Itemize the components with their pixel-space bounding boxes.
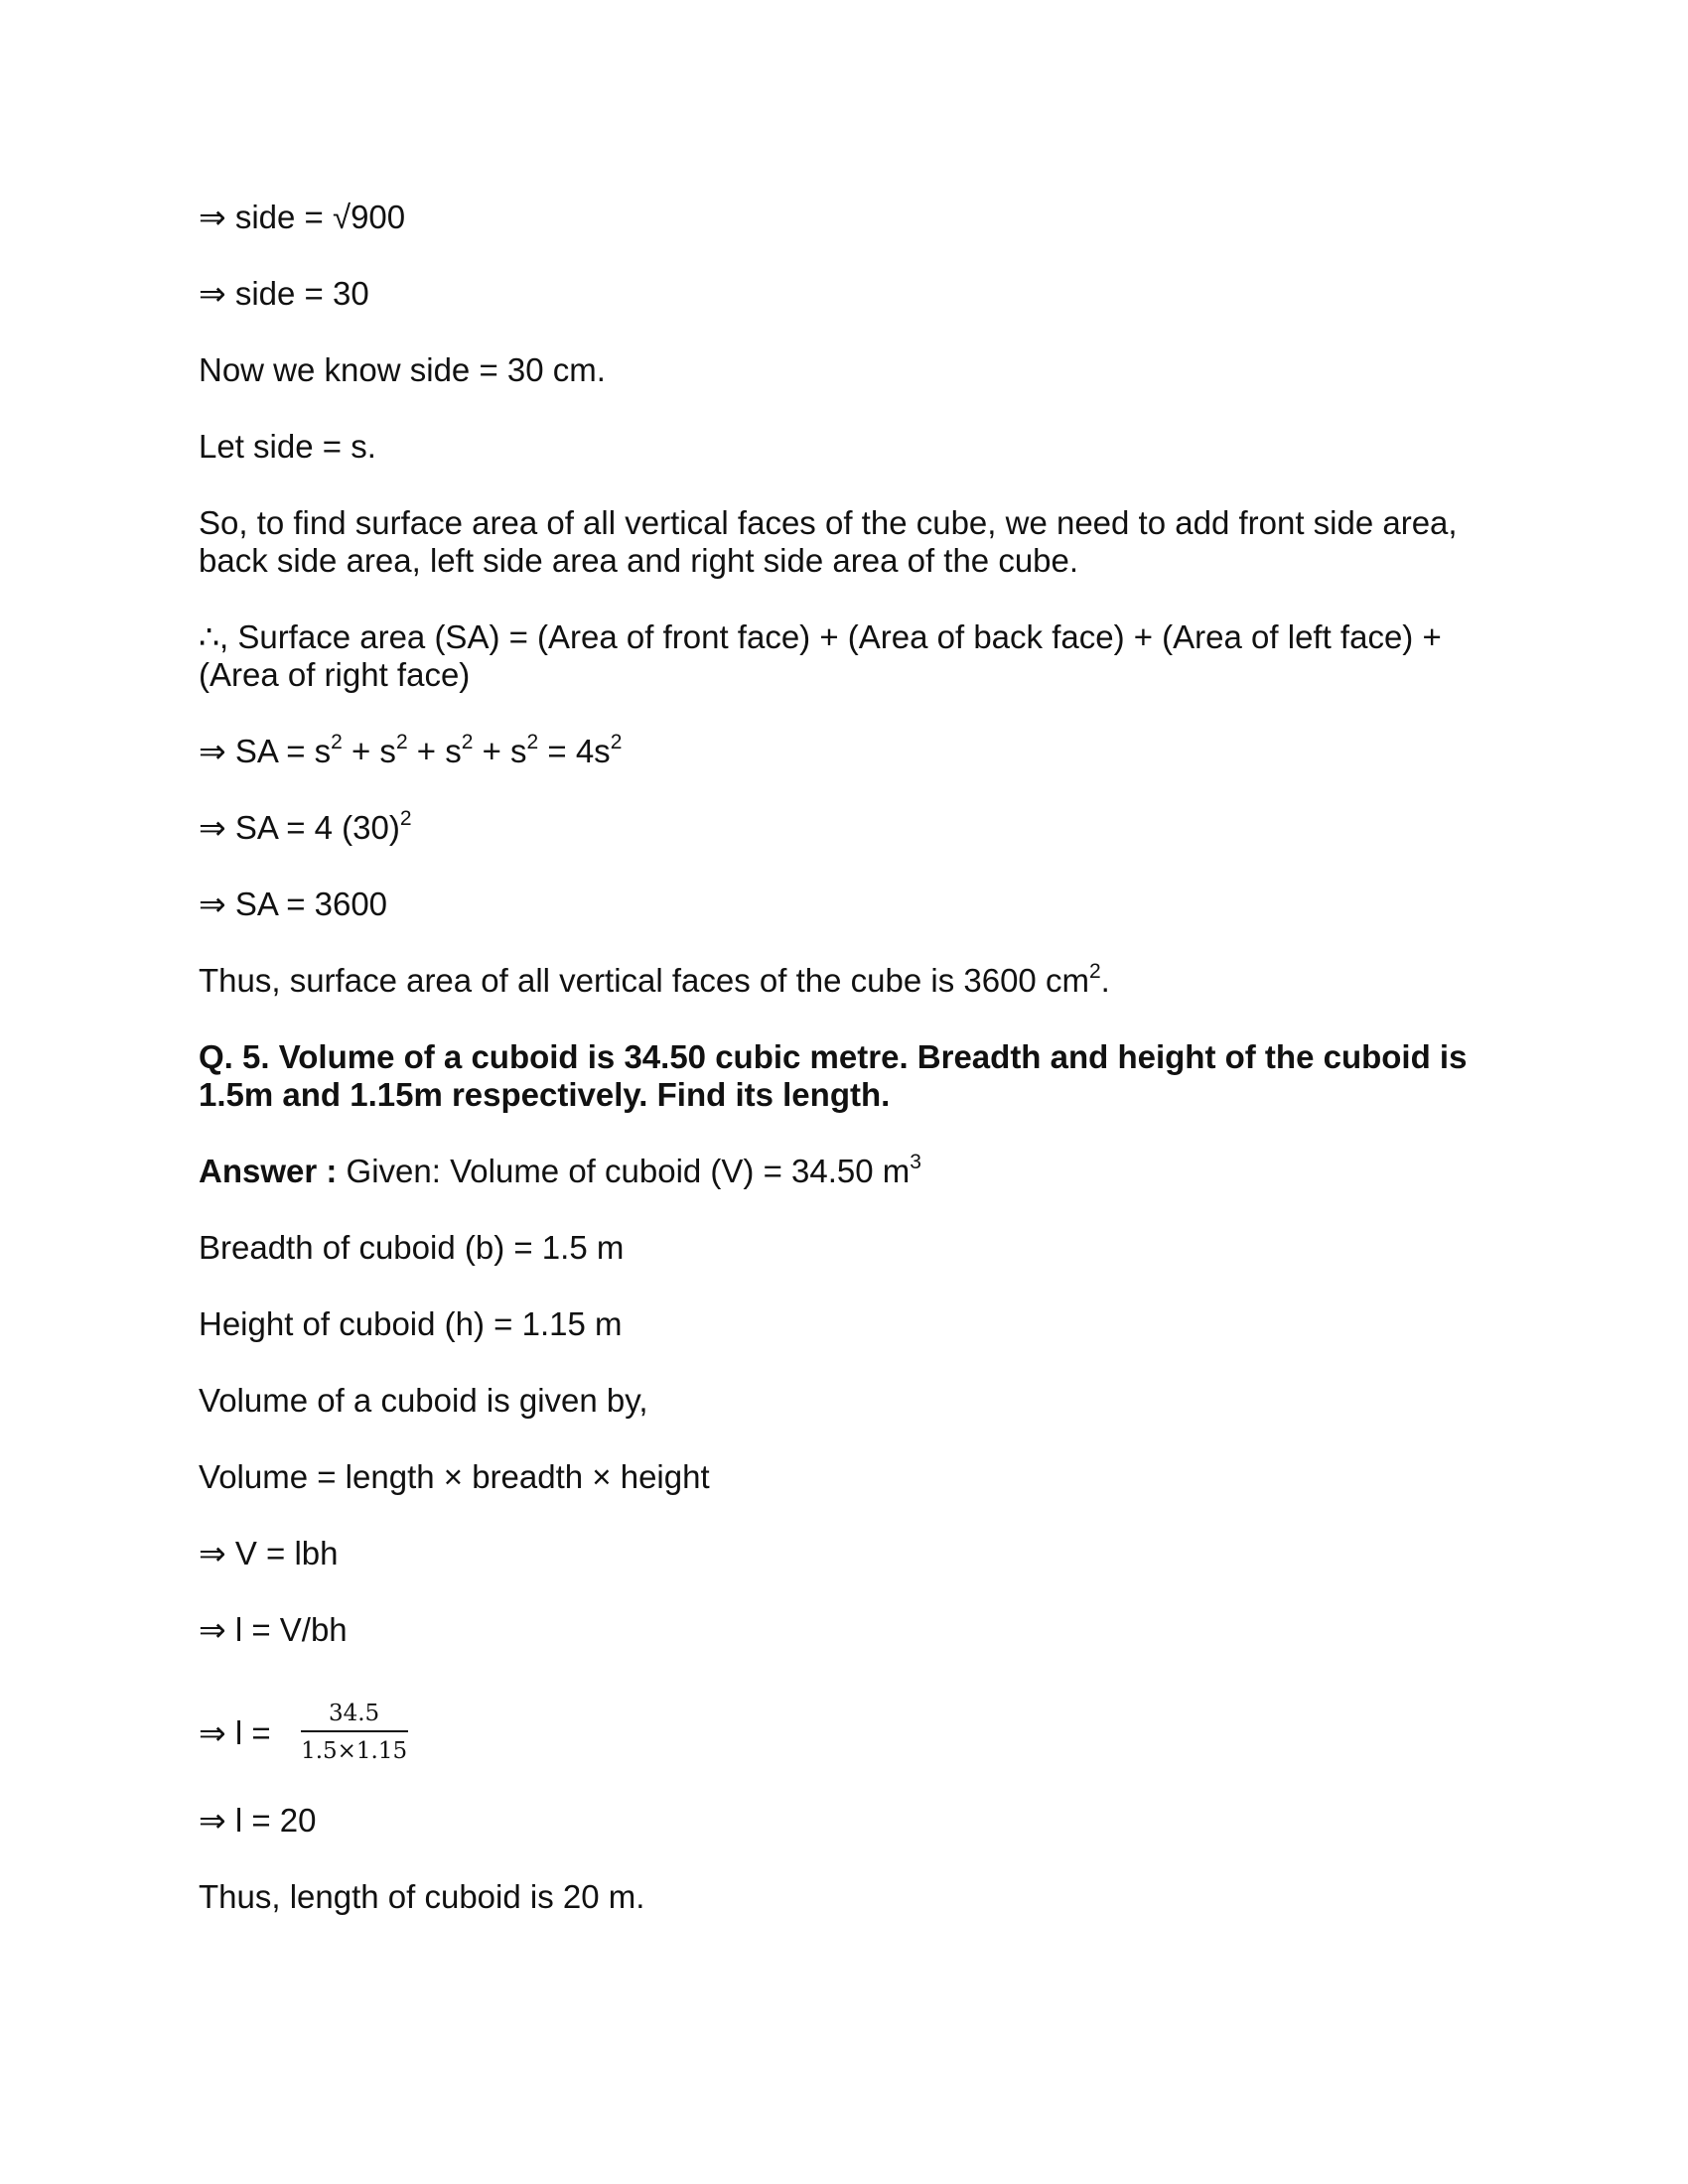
step-side-sqrt: ⇒ side = √900 [199,199,406,235]
sa-formula-part: + s [342,733,396,769]
fraction [301,1701,408,1764]
step-sa-result: ⇒ SA = 3600 [199,886,388,922]
exponent: 3 [910,1151,921,1173]
answer-text: Given: Volume of cuboid (V) = 34.50 m [337,1153,911,1189]
step-v-lbh: ⇒ V = lbh [199,1535,339,1571]
sa-formula-part: + s [407,733,462,769]
given-height: Height of cuboid (h) = 1.15 m [199,1305,623,1342]
sa-substitute-text: ⇒ SA = 4 (30) [199,809,400,846]
sa-conclusion-period: . [1100,962,1110,999]
given-breadth: Breadth of cuboid (b) = 1.5 m [199,1229,625,1266]
sa-formula-part: + s [473,733,527,769]
exponent: 2 [395,731,408,753]
step-l-v-bh: ⇒ l = V/bh [199,1611,348,1648]
answer-given-volume [199,1153,1489,1190]
question-5: Q. 5. Volume of a cuboid is 34.50 cubic metre. Breadth and height of the cuboid is 1.5m and 1.15m respectively. Find its length. [199,1038,1468,1113]
surface-area-definition: ∴, Surface area (SA) = (Area of front face) + (Area of back face) + (Area of left face) + (Area of right face) [199,618,1442,693]
vertical-faces-explanation: So, to find surface area of all vertical faces of the cube, we need to add front side area, back side area, left side area and right side area of the cube. [199,504,1458,579]
step-sa-formula [199,733,1489,770]
step-l-result: ⇒ l = 20 [199,1802,317,1839]
exponent: 2 [461,731,474,753]
answer-label: Answer : [199,1153,338,1189]
step-sa-substitute [199,809,1489,847]
volume-formula: Volume = length × breadth × height [199,1458,710,1495]
exponent: 2 [1088,960,1101,983]
exponent: 2 [331,731,343,753]
let-side: Let side = s. [199,428,376,465]
fraction-prefix: ⇒ l = [199,1713,271,1751]
sa-conclusion-text: Thus, surface area of all vertical faces of the cube is 3600 cm [199,962,1089,999]
sa-formula-part: ⇒ SA = s [199,733,332,769]
sa-formula-part: = 4s [538,733,611,769]
length-conclusion: Thus, length of cuboid is 20 m. [199,1878,645,1915]
fraction-numerator: 34.5 [328,1701,380,1726]
side-known: Now we know side = 30 cm. [199,351,606,388]
fraction-denominator: 1.5×1.15 [301,1738,408,1764]
step-side-value: ⇒ side = 30 [199,275,369,312]
exponent: 2 [399,807,412,830]
sa-conclusion [199,962,1489,1000]
exponent: 2 [610,731,623,753]
exponent: 2 [526,731,539,753]
step-l-fraction [199,1693,408,1772]
volume-given-by: Volume of a cuboid is given by, [199,1382,648,1419]
